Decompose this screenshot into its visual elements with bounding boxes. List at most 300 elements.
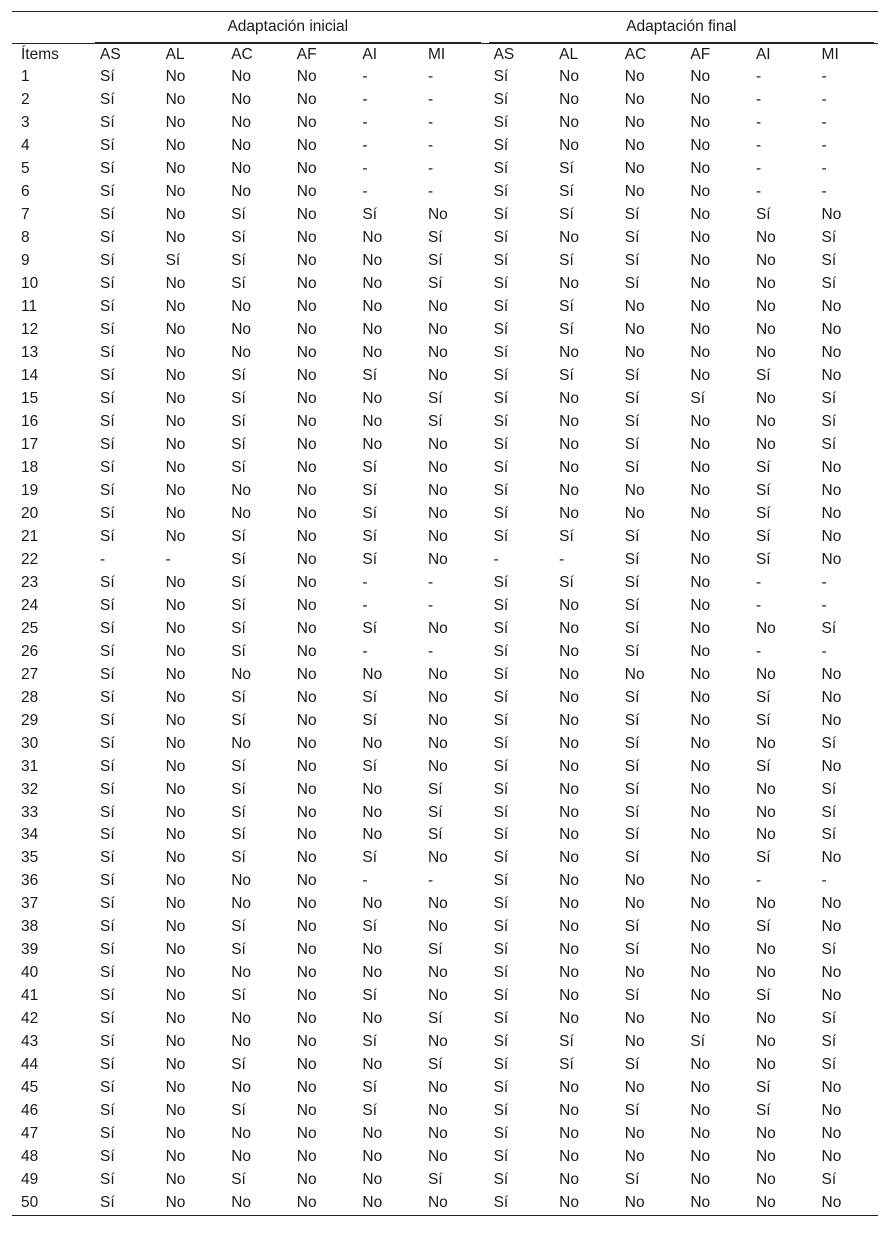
table-cell: No	[427, 435, 448, 453]
table-cell: No	[821, 481, 842, 499]
item-number-cell: 23	[21, 573, 39, 591]
table-cell: Sí	[231, 527, 246, 545]
item-number-cell: 15	[21, 389, 39, 407]
table-cell: No	[165, 826, 186, 844]
table-cell: No	[231, 297, 252, 315]
table-cell: Sí	[493, 113, 509, 131]
table-cell: No	[755, 274, 776, 292]
table-cell: No	[165, 274, 186, 292]
table-cell: No	[362, 941, 383, 959]
table-cell: No	[755, 1148, 776, 1166]
table-cell: -	[755, 642, 762, 660]
table-cell: No	[427, 918, 448, 936]
table-cell: -	[362, 642, 368, 660]
table-row	[12, 962, 878, 985]
table-cell: Sí	[624, 734, 640, 752]
table-cell: No	[559, 619, 579, 637]
table-cell: No	[231, 1125, 252, 1143]
table-cell: No	[559, 665, 579, 683]
table-cell: Sí	[821, 826, 837, 844]
table-cell: Sí	[559, 182, 574, 200]
table-row	[12, 1123, 878, 1146]
table-cell: Sí	[821, 274, 837, 292]
table-cell: Sí	[493, 90, 509, 108]
table-cell: No	[427, 527, 448, 545]
table-cell: No	[165, 918, 186, 936]
table-cell: Sí	[231, 849, 246, 867]
table-cell: No	[222, 1192, 288, 1215]
table-cell: -	[755, 113, 762, 131]
table-cell: No	[427, 964, 448, 982]
table-cell: No	[231, 136, 252, 154]
table-cell: No	[690, 1010, 711, 1028]
table-cell: No	[231, 1079, 252, 1097]
table-cell: No	[427, 688, 448, 706]
table-cell: Sí	[427, 1010, 443, 1028]
table-cell: No	[165, 412, 186, 430]
table-cell: No	[296, 1171, 317, 1189]
table-cell: No	[165, 136, 186, 154]
table-cell: Sí	[493, 435, 509, 453]
table-cell: No	[559, 504, 579, 522]
table-cell: Sí	[493, 251, 509, 269]
table-cell: Sí	[362, 918, 378, 936]
table-cell: Sí	[231, 596, 246, 614]
table-cell: Sí	[755, 205, 771, 223]
table-cell: No	[165, 320, 186, 338]
column-header: Ítems	[12, 44, 91, 67]
table-cell: No	[624, 1033, 645, 1051]
table-cell: Sí	[231, 642, 246, 660]
table-cell: No	[165, 481, 186, 499]
table-row	[12, 549, 878, 572]
table-cell: No	[165, 182, 186, 200]
table-row	[12, 319, 878, 342]
table-cell: -	[821, 136, 827, 154]
table-cell: No	[296, 389, 317, 407]
table-cell: -	[427, 182, 434, 200]
group-header-initial	[91, 12, 485, 44]
table-cell: No	[624, 90, 645, 108]
table-cell: Sí	[231, 918, 246, 936]
table-cell: Sí	[231, 228, 246, 246]
column-header: AI	[747, 44, 813, 67]
table-cell: Sí	[493, 182, 509, 200]
table-cell: Sí	[231, 412, 246, 430]
table-cell: No	[690, 895, 711, 913]
table-cell: Sí	[362, 757, 378, 775]
table-cell: No	[755, 1056, 776, 1074]
table-cell: No	[624, 159, 645, 177]
item-number-cell: 12	[21, 320, 39, 338]
table-row	[12, 365, 878, 388]
table-cell: No	[296, 412, 317, 430]
table-cell: Sí	[362, 205, 378, 223]
table-cell: Sí	[755, 527, 771, 545]
item-number-cell: 43	[21, 1033, 39, 1051]
table-cell: -	[755, 136, 762, 154]
table-cell: Sí	[493, 642, 509, 660]
table-cell: No	[821, 964, 842, 982]
table-cell: No	[624, 343, 645, 361]
table-cell: -	[427, 872, 434, 890]
item-number-cell: 46	[21, 1102, 39, 1120]
table-cell: -	[362, 68, 368, 85]
table-cell: Sí	[100, 297, 115, 315]
table-cell: No	[296, 826, 317, 844]
table-row	[12, 411, 878, 434]
table-cell: Sí	[624, 458, 640, 476]
table-cell: No	[362, 251, 383, 269]
table-cell: No	[559, 1079, 579, 1097]
table-cell: No	[165, 435, 186, 453]
table-row	[12, 985, 878, 1008]
table-cell: No	[427, 619, 448, 637]
table-cell: Sí	[427, 412, 443, 430]
table-cell: No	[755, 619, 776, 637]
table-cell: No	[755, 964, 776, 982]
table-cell: -	[821, 113, 827, 131]
table-cell: Sí	[100, 665, 115, 683]
table-cell: No	[165, 734, 186, 752]
table-cell: No	[559, 941, 579, 959]
table-cell: Sí	[362, 688, 378, 706]
table-cell: Sí	[231, 1102, 246, 1120]
table-cell: -	[821, 68, 827, 85]
table-row	[12, 595, 878, 618]
table-cell: Sí	[493, 1125, 509, 1143]
item-number-cell: 25	[21, 619, 39, 637]
table-cell: No	[165, 1033, 186, 1051]
table-row	[12, 870, 878, 893]
table-cell: No	[559, 228, 579, 246]
table-cell: Sí	[100, 803, 115, 821]
table-cell: No	[559, 895, 579, 913]
table-cell: No	[362, 734, 383, 752]
table-cell: -	[493, 550, 499, 568]
table-cell: No	[427, 1033, 448, 1051]
table-cell: Sí	[821, 619, 837, 637]
table-cell: Sí	[493, 918, 509, 936]
table-cell: Sí	[624, 274, 640, 292]
table-cell: No	[690, 136, 711, 154]
table-cell: -	[362, 113, 368, 131]
table-cell: No	[690, 182, 711, 200]
table-cell: No	[427, 458, 448, 476]
table-cell: No	[690, 481, 711, 499]
item-number-cell: 17	[21, 435, 39, 453]
table-cell: No	[821, 1148, 842, 1166]
table-cell: No	[755, 343, 776, 361]
table-cell: Sí	[362, 458, 378, 476]
table-cell: No	[296, 1056, 317, 1074]
table-cell: Sí	[427, 228, 443, 246]
table-cell: No	[755, 435, 776, 453]
table-cell: Sí	[100, 872, 115, 890]
table-cell: Sí	[821, 1171, 837, 1189]
table-cell: Sí	[231, 757, 246, 775]
table-cell: Sí	[493, 964, 509, 982]
table-row	[12, 756, 878, 779]
group-header-row	[12, 12, 878, 44]
table-cell: Sí	[100, 573, 115, 591]
table-cell: No	[296, 68, 317, 85]
table-cell: No	[296, 90, 317, 108]
table-cell: Sí	[91, 1192, 157, 1215]
table-cell: No	[296, 366, 317, 384]
table-cell: No	[165, 688, 186, 706]
table-cell: No	[362, 389, 383, 407]
table-cell: Sí	[493, 573, 509, 591]
table-cell: No	[296, 550, 317, 568]
table-cell: No	[165, 849, 186, 867]
table-cell: No	[747, 1192, 813, 1215]
table-cell: No	[427, 297, 448, 315]
table-cell: -	[755, 872, 762, 890]
table-cell: No	[165, 1148, 186, 1166]
table-cell: No	[231, 68, 252, 85]
table-cell: No	[165, 987, 186, 1005]
table-cell: No	[690, 918, 711, 936]
table-row	[12, 847, 878, 870]
table-cell: Sí	[100, 734, 115, 752]
table-cell: No	[690, 251, 711, 269]
table-cell: No	[296, 159, 317, 177]
table-cell: Sí	[427, 941, 443, 959]
table-cell: No	[165, 665, 186, 683]
table-cell: Sí	[624, 642, 640, 660]
table-cell: No	[296, 619, 317, 637]
table-cell: Sí	[362, 550, 378, 568]
item-number-cell: 49	[21, 1171, 39, 1189]
table-cell: No	[624, 68, 645, 85]
table-row	[12, 503, 878, 526]
table-cell: Sí	[559, 573, 574, 591]
table-cell: No	[755, 780, 776, 798]
table-cell: No	[231, 665, 252, 683]
table-cell: No	[165, 228, 186, 246]
table-cell: -	[427, 68, 434, 85]
table-cell: No	[296, 1125, 317, 1143]
table-cell: Sí	[559, 251, 574, 269]
table-cell: No	[427, 320, 448, 338]
table-cell: No	[755, 228, 776, 246]
item-number-cell: 35	[21, 849, 39, 867]
table-cell: Sí	[100, 688, 115, 706]
table-cell: Sí	[624, 596, 640, 614]
table-cell: Sí	[559, 1033, 574, 1051]
table-cell: Sí	[100, 987, 115, 1005]
table-cell: No	[165, 458, 186, 476]
table-cell: No	[165, 757, 186, 775]
table-cell: No	[165, 1010, 186, 1028]
table-row	[12, 687, 878, 710]
table-cell: No	[165, 297, 186, 315]
table-cell: No	[690, 987, 711, 1005]
table-cell: Sí	[493, 895, 509, 913]
item-number-cell: 32	[21, 780, 39, 798]
table-cell: No	[550, 1192, 616, 1215]
table-cell: Sí	[231, 389, 246, 407]
table-cell: Sí	[690, 389, 706, 407]
table-row	[12, 388, 878, 411]
table-cell: No	[231, 320, 252, 338]
item-number-cell: 21	[21, 527, 39, 545]
table-cell: No	[624, 964, 645, 982]
table-cell: Sí	[100, 1171, 115, 1189]
table-cell: No	[559, 274, 579, 292]
table-cell: Sí	[624, 826, 640, 844]
table-cell: Sí	[493, 228, 509, 246]
table-cell: Sí	[100, 918, 115, 936]
table-cell: -	[755, 90, 762, 108]
table-row	[12, 1008, 878, 1031]
table-cell: No	[296, 1148, 317, 1166]
column-header: AC	[616, 44, 682, 67]
table-cell: No	[362, 665, 383, 683]
table-cell: Sí	[821, 1010, 837, 1028]
table-cell: No	[821, 297, 842, 315]
table-cell: Sí	[821, 228, 837, 246]
table-cell: No	[624, 136, 645, 154]
table-cell: No	[296, 297, 317, 315]
table-cell: Sí	[821, 734, 837, 752]
table-cell: Sí	[493, 757, 509, 775]
table-cell: Sí	[231, 435, 246, 453]
group-header-final	[485, 12, 879, 44]
table-cell: No	[165, 527, 186, 545]
table-cell: Sí	[427, 780, 443, 798]
table-cell: No	[231, 1033, 252, 1051]
table-cell: No	[755, 251, 776, 269]
item-number-cell: 30	[21, 734, 39, 752]
table-cell: No	[690, 1102, 711, 1120]
table-cell: Sí	[100, 136, 115, 154]
column-header: AF	[288, 44, 354, 67]
table-cell: No	[755, 1125, 776, 1143]
table-cell: Sí	[100, 389, 115, 407]
table-cell: Sí	[624, 228, 640, 246]
item-number-cell: 8	[21, 228, 30, 246]
table-cell: Sí	[100, 849, 115, 867]
table-cell: No	[690, 757, 711, 775]
table-cell: Sí	[755, 504, 771, 522]
table-cell: Sí	[493, 1102, 509, 1120]
table-cell: No	[296, 964, 317, 982]
table-cell: Sí	[231, 941, 246, 959]
table-cell: No	[362, 435, 383, 453]
table-cell: No	[231, 159, 252, 177]
table-cell: No	[690, 1079, 711, 1097]
table-cell: Sí	[559, 366, 574, 384]
group-header-initial-label: Adaptación inicial	[95, 12, 481, 43]
table-cell: No	[624, 297, 645, 315]
table-cell: Sí	[100, 504, 115, 522]
table-cell: Sí	[493, 389, 509, 407]
table-cell: No	[231, 734, 252, 752]
table-cell: -	[755, 596, 762, 614]
table-cell: No	[624, 872, 645, 890]
table-cell: Sí	[821, 412, 837, 430]
table-cell: Sí	[231, 550, 246, 568]
table-cell: Sí	[231, 366, 246, 384]
table-row	[12, 89, 878, 112]
table-cell: No	[690, 90, 711, 108]
table-cell: No	[690, 274, 711, 292]
table-cell: No	[157, 1192, 223, 1215]
table-cell: No	[288, 1192, 354, 1215]
table-cell: No	[296, 734, 317, 752]
table-cell: Sí	[427, 274, 443, 292]
table-cell: No	[821, 1125, 842, 1143]
table-cell: Sí	[100, 320, 115, 338]
table-cell: No	[427, 343, 448, 361]
column-header-row	[12, 44, 878, 67]
table-row	[12, 158, 878, 181]
table-cell: No	[559, 481, 579, 499]
table-cell: No	[821, 458, 842, 476]
table-cell: Sí	[755, 987, 771, 1005]
table-cell: No	[165, 389, 186, 407]
table-cell: -	[427, 159, 434, 177]
table-cell: Sí	[755, 918, 771, 936]
item-number-cell: 44	[21, 1056, 39, 1074]
table-cell: Sí	[755, 481, 771, 499]
item-number-cell: 28	[21, 688, 39, 706]
item-number-cell: 42	[21, 1010, 39, 1028]
table-cell: Sí	[493, 619, 509, 637]
table-cell: No	[821, 1079, 842, 1097]
item-number-cell: 29	[21, 711, 39, 729]
table-cell: Sí	[493, 412, 509, 430]
table-cell: No	[821, 343, 842, 361]
table-cell: No	[362, 895, 383, 913]
table-cell: No	[559, 90, 579, 108]
table-cell: No	[821, 205, 842, 223]
table-cell: No	[559, 596, 579, 614]
table-cell: Sí	[100, 113, 115, 131]
table-cell: Sí	[100, 1033, 115, 1051]
table-cell: No	[165, 1079, 186, 1097]
table-cell: No	[559, 987, 579, 1005]
item-number-cell: 1	[21, 68, 30, 85]
table-cell: No	[624, 182, 645, 200]
table-cell: -	[362, 573, 368, 591]
table-cell: Sí	[690, 1033, 706, 1051]
table-cell: No	[362, 320, 383, 338]
table-cell: No	[755, 1033, 776, 1051]
table-cell: No	[165, 573, 186, 591]
table-cell: -	[362, 182, 368, 200]
item-number-cell: 39	[21, 941, 39, 959]
table-cell: No	[559, 780, 579, 798]
table-cell: Sí	[427, 803, 443, 821]
table-cell: Sí	[624, 573, 640, 591]
table-cell: -	[427, 136, 434, 154]
item-number-cell: 37	[21, 895, 39, 913]
table-cell: Sí	[755, 1102, 771, 1120]
table-cell: No	[690, 343, 711, 361]
table-row	[12, 434, 878, 457]
table-cell: No	[296, 688, 317, 706]
table-cell: No	[296, 435, 317, 453]
table-cell: No	[231, 1010, 252, 1028]
table-cell: Sí	[493, 1148, 509, 1166]
table-cell: Sí	[624, 941, 640, 959]
table-cell: Sí	[624, 1056, 640, 1074]
table-cell: No	[559, 688, 579, 706]
table-cell: No	[624, 504, 645, 522]
